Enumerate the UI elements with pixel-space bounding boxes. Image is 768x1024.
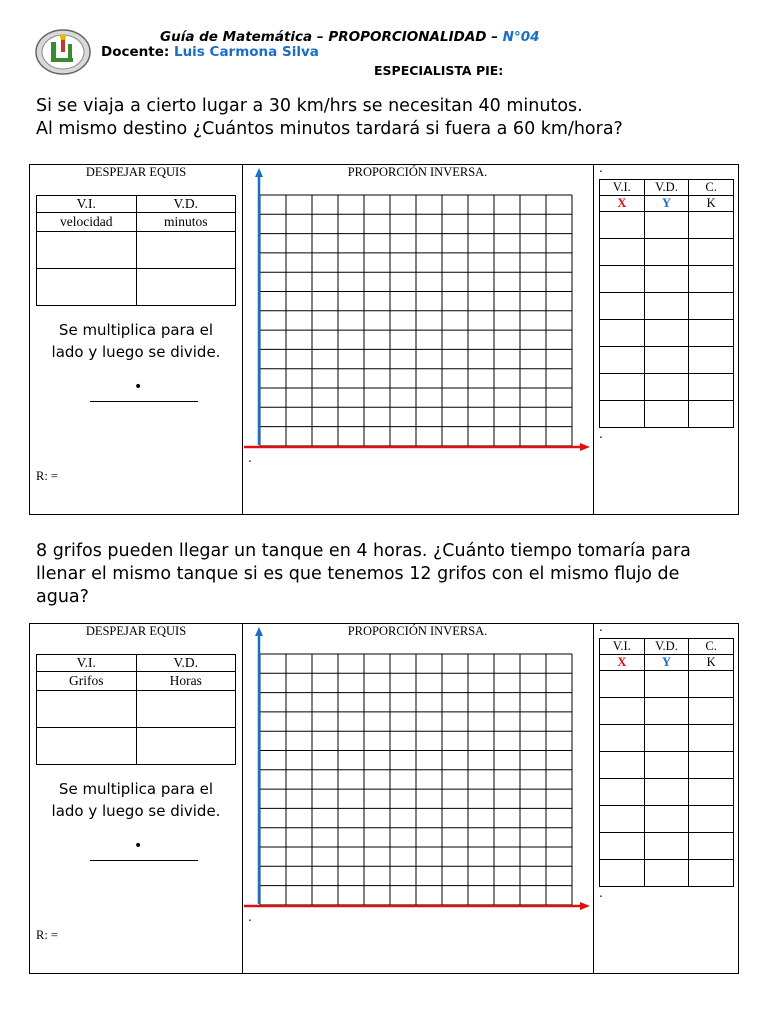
constant-column (593, 620, 738, 973)
vi-header: V.I. (37, 655, 137, 672)
problem-1-worksheet (29, 161, 739, 515)
x-label: X (600, 196, 645, 212)
problem-2-question (36, 540, 736, 609)
empty-cell[interactable] (689, 266, 734, 293)
empty-cell[interactable] (136, 728, 236, 765)
empty-cell[interactable] (689, 833, 734, 860)
empty-cell[interactable] (644, 806, 689, 833)
answer-label: R: = (36, 469, 58, 483)
teacher-line (101, 44, 319, 60)
dot-mark: . (599, 620, 603, 634)
empty-cell[interactable] (689, 401, 734, 428)
empty-cell[interactable] (689, 320, 734, 347)
rule-note (30, 319, 242, 363)
variables-table (36, 195, 236, 306)
empty-cell[interactable] (600, 725, 645, 752)
vd-header: V.D. (136, 196, 236, 213)
empty-cell[interactable] (37, 269, 137, 306)
rule-note (30, 778, 242, 822)
dot-mark: . (248, 910, 252, 924)
vi-header: V.I. (600, 180, 645, 196)
constant-table (599, 179, 734, 428)
empty-cell[interactable] (644, 860, 689, 887)
x-label: X (600, 655, 645, 671)
empty-cell[interactable] (644, 320, 689, 347)
vi-value: velocidad (37, 213, 137, 232)
problem-1-question (36, 95, 736, 141)
vi-header: V.I. (37, 196, 137, 213)
graph-column (242, 624, 594, 973)
guide-number: N°04 (502, 29, 540, 45)
fraction-dot: • (134, 838, 143, 854)
empty-cell[interactable] (37, 232, 137, 269)
solve-x-column (30, 165, 243, 514)
inverse-proportion-graph[interactable] (242, 165, 593, 514)
inverse-proportion-graph[interactable] (242, 624, 593, 973)
empty-cell[interactable] (689, 698, 734, 725)
empty-cell[interactable] (600, 860, 645, 887)
guide-title (160, 29, 540, 45)
empty-cell[interactable] (644, 779, 689, 806)
question-line: Al mismo destino ¿Cuántos minutos tardará si fuera a 60 km/hora? (36, 119, 623, 139)
dot-mark: . (248, 451, 252, 465)
empty-cell[interactable] (689, 374, 734, 401)
rule-note-line: lado y luego se divide. (51, 802, 221, 820)
empty-cell[interactable] (600, 671, 645, 698)
empty-cell[interactable] (136, 232, 236, 269)
fraction-line (90, 401, 198, 402)
y-label: Y (644, 655, 689, 671)
empty-cell[interactable] (136, 691, 236, 728)
teacher-label: Docente: (101, 44, 174, 60)
empty-cell[interactable] (136, 269, 236, 306)
constant-table (599, 638, 734, 887)
empty-cell[interactable] (37, 691, 137, 728)
empty-cell[interactable] (644, 401, 689, 428)
x-axis-arrowhead (580, 902, 590, 910)
empty-cell[interactable] (600, 833, 645, 860)
c-header: C. (689, 180, 734, 196)
empty-cell[interactable] (644, 239, 689, 266)
y-axis-arrowhead (255, 168, 263, 177)
empty-cell[interactable] (644, 671, 689, 698)
dot-mark: . (599, 427, 603, 441)
empty-cell[interactable] (644, 347, 689, 374)
empty-cell[interactable] (600, 698, 645, 725)
graph-title: PROPORCIÓN INVERSA. (347, 624, 488, 638)
y-axis-arrowhead (255, 627, 263, 636)
solve-x-title: DESPEJAR EQUIS (85, 624, 187, 638)
question-line: Si se viaja a cierto lugar a 30 km/hrs se necesitan 40 minutos. (36, 96, 583, 116)
specialist-label: ESPECIALISTA PIE: (374, 63, 504, 78)
y-label: Y (644, 196, 689, 212)
x-axis-arrowhead (580, 443, 590, 451)
empty-cell[interactable] (689, 212, 734, 239)
k-label: K (689, 196, 734, 212)
empty-cell[interactable] (600, 752, 645, 779)
vd-header: V.D. (136, 655, 236, 672)
vd-header: V.D. (644, 639, 689, 655)
empty-cell[interactable] (600, 320, 645, 347)
empty-cell[interactable] (689, 779, 734, 806)
empty-cell[interactable] (600, 401, 645, 428)
teacher-name: Luis Carmona Silva (173, 44, 319, 60)
empty-cell[interactable] (689, 671, 734, 698)
empty-cell[interactable] (689, 806, 734, 833)
empty-cell[interactable] (689, 347, 734, 374)
vd-value: minutos (136, 213, 236, 232)
rule-note-line: Se multiplica para el (58, 321, 214, 339)
empty-cell[interactable] (600, 266, 645, 293)
dot-mark: . (599, 886, 603, 900)
rule-note-line: Se multiplica para el (58, 780, 214, 798)
vd-header: V.D. (644, 180, 689, 196)
c-header: C. (689, 639, 734, 655)
empty-cell[interactable] (600, 806, 645, 833)
empty-cell[interactable] (689, 860, 734, 887)
vd-value: Horas (136, 672, 236, 691)
empty-cell[interactable] (689, 239, 734, 266)
empty-cell[interactable] (689, 725, 734, 752)
vi-value: Grifos (37, 672, 137, 691)
empty-cell[interactable] (37, 728, 137, 765)
answer-label: R: = (36, 928, 58, 942)
k-label: K (689, 655, 734, 671)
variables-table (36, 654, 236, 765)
empty-cell[interactable] (600, 347, 645, 374)
question-line: agua? (36, 587, 89, 607)
empty-cell[interactable] (689, 293, 734, 320)
fraction-line (90, 860, 198, 861)
guide-title-text: Guía de Matemática – PROPORCIONALIDAD – (160, 29, 503, 45)
solve-x-title: DESPEJAR EQUIS (85, 165, 187, 179)
empty-cell[interactable] (644, 698, 689, 725)
empty-cell[interactable] (600, 779, 645, 806)
empty-cell[interactable] (644, 293, 689, 320)
vi-header: V.I. (600, 639, 645, 655)
empty-cell[interactable] (644, 725, 689, 752)
solve-x-column (30, 624, 243, 973)
empty-cell[interactable] (600, 293, 645, 320)
empty-cell[interactable] (644, 212, 689, 239)
empty-cell[interactable] (600, 374, 645, 401)
empty-cell[interactable] (600, 239, 645, 266)
graph-column (242, 165, 594, 514)
question-line: 8 grifos pueden llegar un tanque en 4 horas. ¿Cuánto tiempo tomaría para (36, 541, 691, 561)
empty-cell[interactable] (644, 752, 689, 779)
empty-cell[interactable] (644, 374, 689, 401)
dot-mark: . (599, 161, 603, 175)
school-logo (34, 28, 92, 76)
question-line: llenar el mismo tanque si es que tenemos 12 grifos con el mismo flujo de (36, 564, 680, 584)
rule-note-line: lado y luego se divide. (51, 343, 221, 361)
empty-cell[interactable] (689, 752, 734, 779)
fraction-dot: • (134, 379, 143, 395)
empty-cell[interactable] (644, 833, 689, 860)
empty-cell[interactable] (644, 266, 689, 293)
constant-column (593, 161, 738, 514)
problem-2-worksheet (29, 620, 739, 974)
empty-cell[interactable] (600, 212, 645, 239)
graph-title: PROPORCIÓN INVERSA. (347, 165, 488, 179)
